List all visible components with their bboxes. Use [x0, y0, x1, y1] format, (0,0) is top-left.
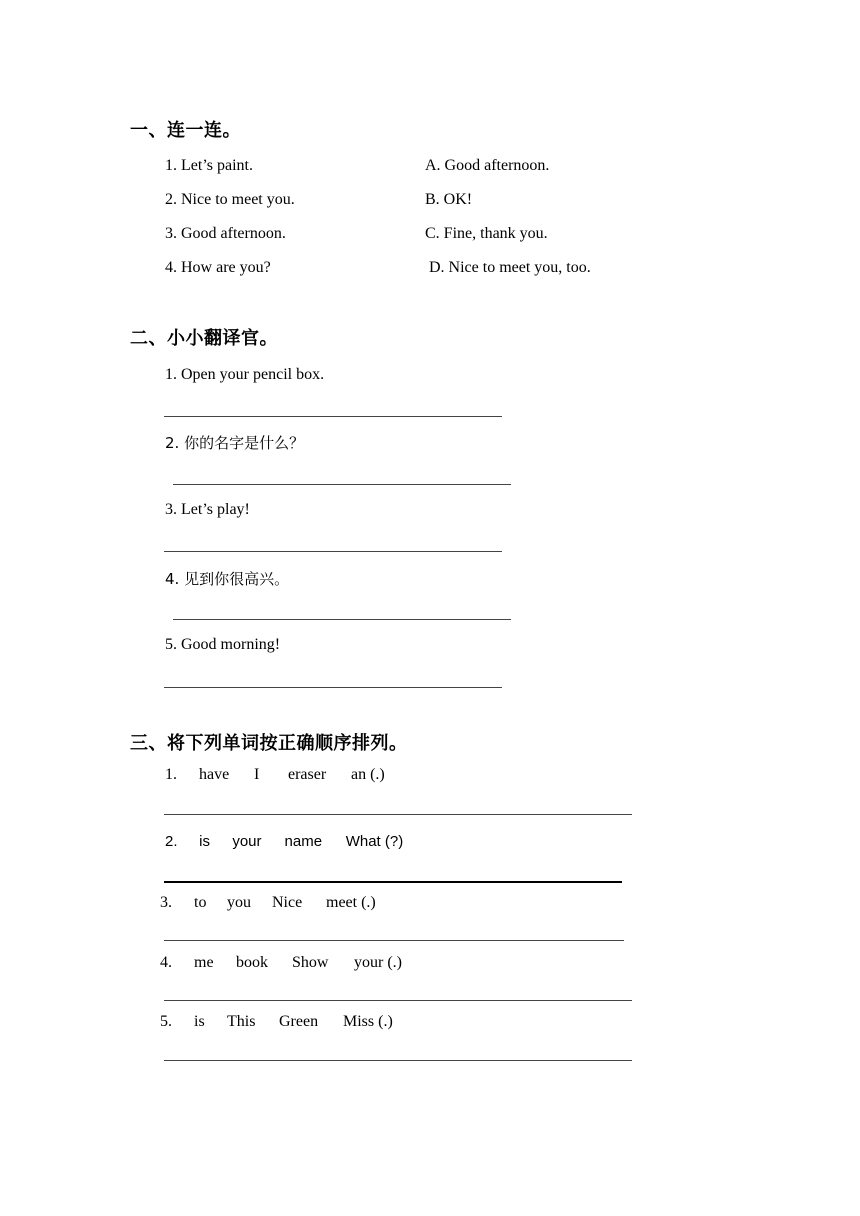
match-left-item-1: 1. Let’s paint.: [165, 157, 253, 174]
order-item-number: 5.: [160, 1013, 172, 1030]
order-word: is: [199, 833, 211, 850]
order-item-2: [165, 833, 403, 850]
order-item-number: 2.: [165, 833, 178, 850]
section3-heading: 三、将下列单词按正确顺序排列。: [130, 733, 408, 754]
order-item-1: [165, 766, 385, 784]
order-item-number: 1.: [165, 766, 177, 783]
order-word: Miss (.): [343, 1013, 393, 1030]
match-right-item-b: B. OK!: [425, 191, 473, 208]
section1-heading: 一、连一连。: [130, 120, 241, 141]
order-word: name: [284, 833, 323, 850]
order-word: you: [227, 894, 251, 911]
order-word: me: [194, 954, 214, 971]
order-word: book: [236, 954, 268, 971]
translate-answer-line-1[interactable]: [164, 416, 502, 417]
match-right-item-a: A. Good afternoon.: [425, 157, 550, 174]
order-word: your (.): [354, 954, 402, 971]
order-word: Nice: [272, 894, 303, 911]
translate-item-5: 5. Good morning!: [165, 636, 281, 653]
match-left-item-4: 4. How are you?: [165, 259, 271, 276]
order-word: meet (.): [326, 894, 376, 911]
match-right-item-d: D. Nice to meet you, too.: [429, 259, 591, 276]
order-item-3: [160, 894, 376, 912]
order-item-5: [160, 1013, 393, 1031]
order-word: Green: [279, 1013, 319, 1030]
order-word: is: [194, 1013, 205, 1030]
order-word: I: [254, 766, 260, 783]
order-item-4: [160, 954, 402, 972]
order-word: What (?): [345, 833, 404, 850]
order-word: an (.): [351, 766, 385, 783]
order-word: This: [227, 1013, 256, 1030]
translate-answer-line-4[interactable]: [173, 619, 511, 620]
order-word: eraser: [288, 766, 327, 783]
match-left-item-2: 2. Nice to meet you.: [165, 191, 295, 208]
section2-heading: 二、小小翻译官。: [130, 328, 278, 349]
translate-answer-line-5[interactable]: [164, 687, 502, 688]
order-answer-line-4[interactable]: [164, 1000, 632, 1001]
order-word: to: [194, 894, 207, 911]
order-answer-line-3[interactable]: [164, 940, 624, 941]
order-item-number: 4.: [160, 954, 172, 971]
order-answer-line-2[interactable]: [164, 881, 622, 883]
order-answer-line-1[interactable]: [164, 814, 632, 815]
match-right-item-c: C. Fine, thank you.: [425, 225, 548, 242]
order-word: have: [199, 766, 230, 783]
match-left-item-3: 3. Good afternoon.: [165, 225, 286, 242]
order-item-number: 3.: [160, 894, 172, 911]
translate-item-1: 1. Open your pencil box.: [165, 366, 325, 383]
order-word: Show: [292, 954, 329, 971]
translate-item-3: 3. Let’s play!: [165, 501, 250, 518]
translate-answer-line-2[interactable]: [173, 484, 511, 485]
translate-item-2: 2. 你的名字是什么？: [165, 434, 305, 452]
order-word: your: [232, 833, 262, 850]
translate-item-4: 4. 见到你很高兴。: [165, 570, 290, 588]
translate-answer-line-3[interactable]: [164, 551, 502, 552]
order-answer-line-5[interactable]: [164, 1060, 632, 1061]
